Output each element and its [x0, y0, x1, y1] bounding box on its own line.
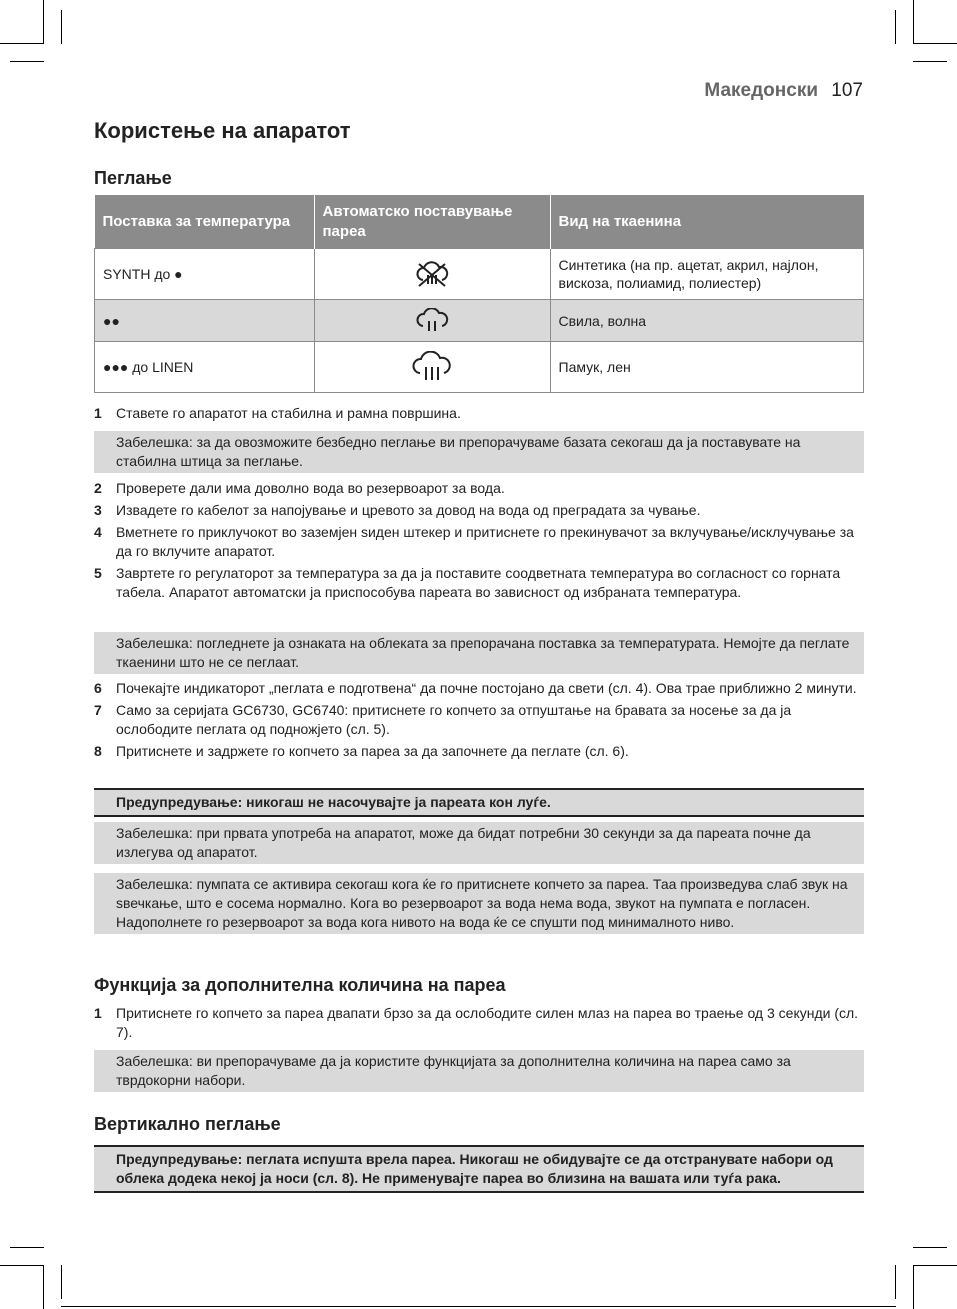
crop-mark	[61, 1265, 62, 1299]
note-box: Забелешка: за да овозможите безбедно пеглање ви препорачуваме базата секогаш да ја поставувате на стабилна штица за пеглање.	[94, 431, 864, 473]
temperature-table	[94, 195, 864, 393]
step-text: Ставете го апаратот на стабилна и рамна површина.	[116, 405, 461, 421]
setting-cell: ●●● до LINEN	[95, 342, 315, 393]
crop-mark	[913, 1265, 914, 1309]
fabric-cell: Свила, волна	[550, 300, 864, 342]
crop-mark	[913, 1247, 947, 1248]
crop-mark	[43, 0, 44, 44]
list-item	[94, 701, 864, 739]
list-item	[94, 1004, 864, 1042]
note-box: Забелешка: при првата употреба на апаратот, може да бидат потребни 30 секунди за да пареата почне да излегува од апаратот.	[94, 822, 864, 864]
step-list	[94, 1004, 864, 1045]
crop-mark	[895, 1265, 896, 1299]
step-number: 8	[94, 743, 102, 759]
medium-steam-icon	[415, 308, 449, 334]
table-header-cell: Вид на ткаенина	[550, 195, 864, 249]
crop-mark	[913, 0, 914, 44]
list-item	[94, 404, 864, 423]
crop-mark	[895, 10, 896, 44]
step-number: 3	[94, 502, 102, 518]
steam-icon-cell	[314, 342, 550, 393]
crop-mark	[43, 1265, 44, 1309]
step-number: 5	[94, 565, 102, 581]
section-heading-ironing: Пеглање	[94, 168, 172, 188]
warning-box: Предупредување: никогаш не насочувајте ја пареата кон луѓе.	[94, 788, 864, 817]
setting-cell: SYNTH до ●	[95, 249, 315, 300]
fabric-cell: Синтетика (на пр. ацетат, акрил, најлон, вискоза, полиамид, полиестер)	[550, 249, 864, 300]
step-number: 4	[94, 524, 102, 540]
step-text: Притиснете и задржете го копчето за пареа за да започнете да пеглате (сл. 6).	[116, 743, 629, 759]
list-item	[94, 564, 864, 602]
table-header-row	[95, 195, 864, 249]
bottom-rule	[61, 1306, 896, 1307]
note-box: Забелешка: ви препорачуваме да ја користите функцијата за дополнителна количина на пареа само за тврдокорни набори.	[94, 1050, 864, 1092]
step-number: 2	[94, 480, 102, 496]
crop-mark	[0, 43, 44, 44]
list-item	[94, 523, 864, 561]
table-row	[95, 249, 864, 300]
crop-mark	[913, 1265, 957, 1266]
step-list	[94, 479, 864, 605]
no-steam-icon	[415, 260, 449, 288]
setting-cell: ●●	[95, 300, 315, 342]
crop-mark	[913, 43, 957, 44]
list-item	[94, 679, 864, 698]
note-box: Забелешка: погледнете ја ознаката на облеката за препорачана поставка за температурата. Немојте да пеглате ткаенини што не се пеглаат.	[94, 632, 864, 674]
steam-icon-cell	[314, 300, 550, 342]
list-item	[94, 479, 864, 498]
crop-mark	[0, 1265, 44, 1266]
note-box: Забелешка: пумпата се активира секогаш кога ќе го притиснете копчето за пареа. Таа произведува слаб звук на ѕвечкање, што е сосема нормално. Кога во резервоарот за вода нема вода, звукот на пумпата е погласен. Надополнете го резервоарот за вода кога нивото на вода ќе се спушти под минималното ниво.	[94, 873, 864, 934]
step-list	[94, 679, 864, 764]
crop-mark	[61, 10, 62, 44]
step-list	[94, 404, 864, 426]
list-item	[94, 501, 864, 520]
step-number: 1	[94, 1005, 102, 1021]
language-label: Македонски	[704, 80, 819, 101]
step-text: Вметнете го приклучокот во заземјен ѕиден штекер и притиснете го прекинувачот за вклучување/исклучување за да го вклучите апаратот.	[116, 524, 854, 559]
table-header-cell: Автоматско поставување пареа	[314, 195, 550, 249]
step-text: Почекајте индикаторот „пеглата е подготвена“ да почне постојано да свети (сл. 4). Ова трае приближно 2 минути.	[116, 680, 857, 696]
step-text: Завртете го регулаторот за температура за да ја поставите соодветната температура во согласност со горната табела. Апаратот автоматски ја приспособува пареата во зависност од избраната температура.	[116, 565, 841, 600]
crop-mark	[913, 61, 947, 62]
warning-box: Предупредување: пеглата испушта врела пареа. Никогаш не обидувајте се да отстранувате набори од облека додека некој ја носи (сл. 8). Не применувајте пареа во близина на вашата или туѓа рака.	[94, 1145, 864, 1193]
table-row	[95, 300, 864, 342]
fabric-cell: Памук, лен	[550, 342, 864, 393]
section-heading-extra-steam: Функција за дополнителна количина на пареа	[94, 975, 506, 995]
step-text: Само за серијата GC6730, GC6740: притиснете го копчето за отпуштање на бравата за носење за да ја ослободите пеглата од подножјето (сл. 5).	[116, 702, 792, 737]
max-steam-icon	[411, 351, 453, 383]
section-heading-vertical-ironing: Вертикално пеглање	[94, 1114, 281, 1134]
step-number: 1	[94, 405, 102, 421]
table-row	[95, 342, 864, 393]
step-number: 7	[94, 702, 102, 718]
step-text: Извадете го кабелот за напојување и цревото за довод на вода од преградата за чување.	[116, 502, 701, 518]
crop-mark	[10, 61, 44, 62]
crop-mark	[10, 1247, 44, 1248]
page-header	[704, 80, 863, 102]
page-title: Користење на апаратот	[94, 118, 351, 143]
page-number: 107	[831, 80, 863, 101]
step-text: Проверете дали има доволно вода во резервоарот за вода.	[116, 480, 505, 496]
step-number: 6	[94, 680, 102, 696]
step-text: Притиснете го копчето за пареа двапати брзо за да ослободите силен млаз на пареа во траење од 3 секунди (сл. 7).	[116, 1005, 859, 1040]
list-item	[94, 742, 864, 761]
table-header-cell: Поставка за температура	[95, 195, 315, 249]
steam-icon-cell	[314, 249, 550, 300]
